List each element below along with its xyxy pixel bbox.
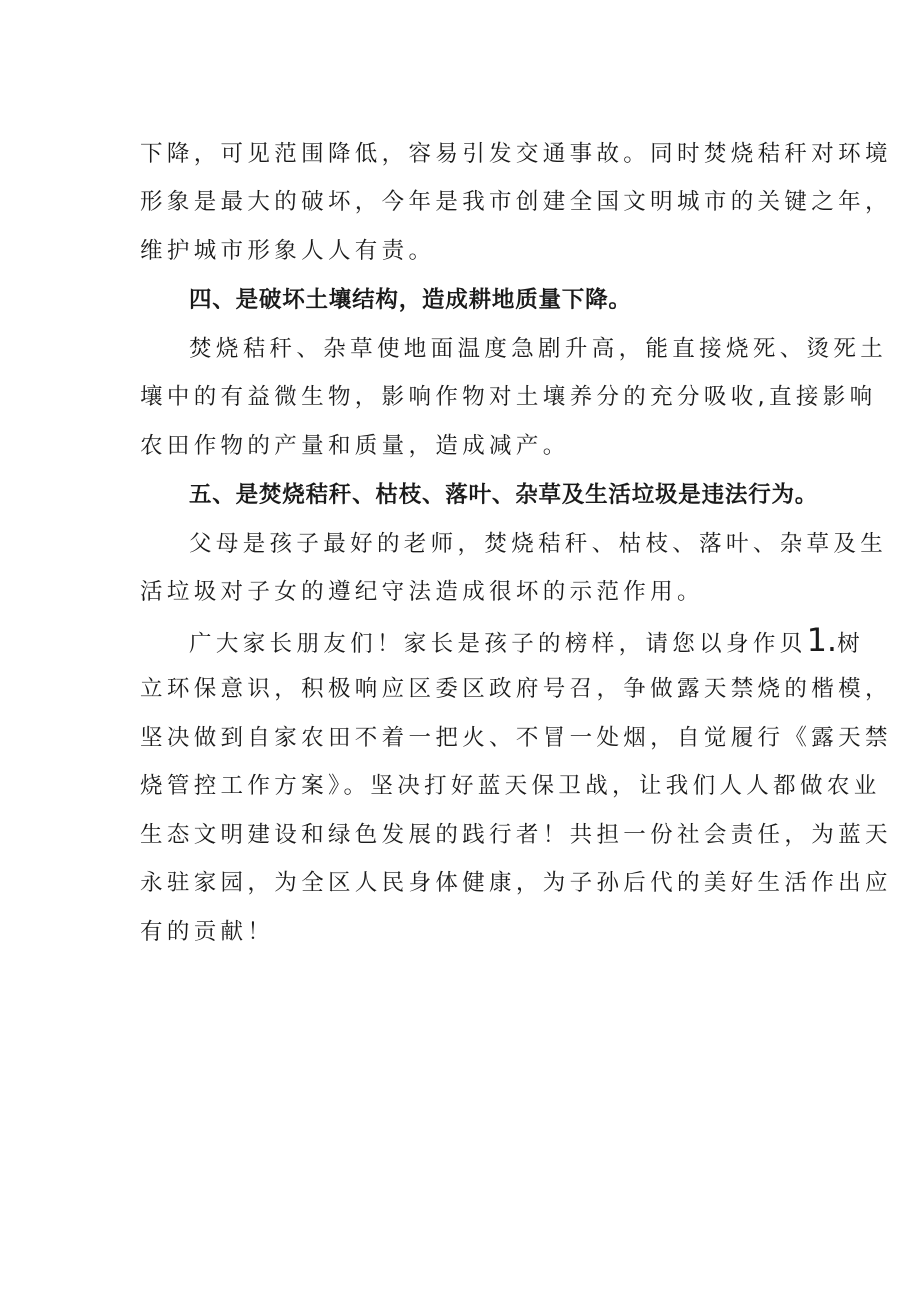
paragraph-line: 焚烧秸秆、杂草使地面温度急剧升高，能直接烧死、烫死土 bbox=[189, 336, 888, 362]
paragraph-text: 树 bbox=[837, 631, 864, 657]
paragraph-line: 下降，可见范围降低，容易引发交通事故。同时焚烧秸秆对环境 bbox=[140, 141, 892, 167]
paragraph-line: 活垃圾对子女的遵纪守法造成很坏的示范作用。 bbox=[140, 579, 704, 605]
paragraph-line: 永驻家园，为全区人民身体健康，为子孙后代的美好生活作出应 bbox=[140, 870, 892, 896]
paragraph-line: 立环保意识，积极响应区委区政府号召，争做露天禁烧的楷模， bbox=[140, 676, 892, 702]
paragraph-line: 烧管控工作方案》。坚决打好蓝天保卫战，让我们人人都做农业 bbox=[140, 773, 881, 799]
paragraph-text: 广大家长朋友们！家长是孩子的榜样，请您以身作贝 bbox=[189, 631, 807, 657]
paragraph-line: 维护城市形象人人有责。 bbox=[140, 238, 436, 264]
paragraph-line: 农田作物的产量和质量，造成减产。 bbox=[140, 433, 570, 459]
paragraph-line: 形象是最大的破坏，今年是我市创建全国文明城市的关键之年， bbox=[140, 189, 892, 215]
section-heading-5: 五、是焚烧秸秆、枯枝、落叶、杂草及生活垃圾是违法行为。 bbox=[189, 482, 819, 508]
paragraph-line: 有的贡献！ bbox=[140, 919, 275, 945]
paragraph-line: 父母是孩子最好的老师，焚烧秸秆、枯枝、落叶、杂草及生 bbox=[189, 531, 888, 557]
list-number: 1. bbox=[806, 621, 838, 659]
section-heading-4: 四、是破坏土壤结构，造成耕地质量下降。 bbox=[189, 287, 632, 313]
paragraph-line: 生态文明建设和绿色发展的践行者！共担一份社会责任，为蓝天 bbox=[140, 822, 892, 848]
paragraph-line bbox=[189, 621, 864, 659]
paragraph-line: 壤中的有益微生物，影响作物对土壤养分的充分吸收,直接影响 bbox=[140, 384, 877, 410]
paragraph-line: 坚决做到自家农田不着一把火、不冒一处烟，自觉履行《露天禁 bbox=[140, 725, 892, 751]
